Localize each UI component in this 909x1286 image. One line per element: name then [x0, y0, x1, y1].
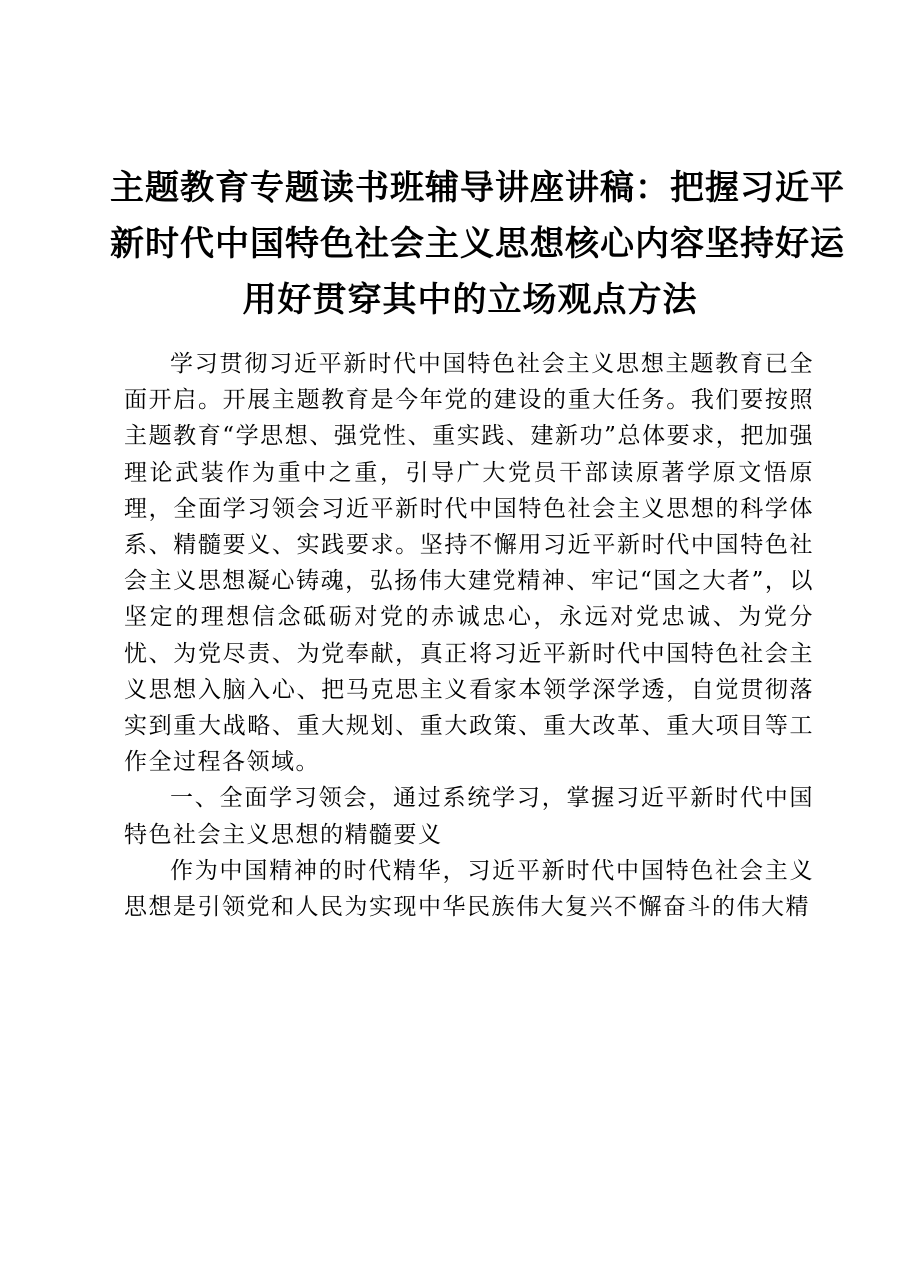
document-body — [124, 346, 814, 925]
title-line-3: 用好贯穿其中的立场观点方法 — [242, 280, 698, 320]
title-line-1: 主题教育专题读书班辅导讲座讲稿：把握习近平 — [110, 168, 845, 208]
paragraph-section-1: 作为中国精神的时代精华，习近平新时代中国特色社会主义思想是引领党和人民为实现中华民族伟大复兴不懈奋斗的伟大精 — [124, 857, 814, 921]
paragraph-intro: 学习贯彻习近平新时代中国特色社会主义思想主题教育已全面开启。开展主题教育是今年党的建设的重大任务。我们要按照主题教育“学思想、强党性、重实践、建新功”总体要求，把加强理论武装作为重中之重，引导广大党员干部读原著学原文悟原理，全面学习领会习近平新时代中国特色社会主义思想的科学体系、精髓要义、实践要求。坚持不懈用习近平新时代中国特色社会主义思想凝心铸魂，弘扬伟大建党精神、牢记“国之大者”，以坚定的理想信念砥砺对党的赤诚忠心，永远对党忠诚、为党分忧、为党尽责、为党奉献，真正将习近平新时代中国特色社会主义思想入脑入心、把马克思主义看家本领学深学透，自觉贯彻落实到重大战略、重大规划、重大政策、重大改革、重大项目等工作全过程各领域。 — [124, 351, 814, 776]
title-line-2: 新时代中国特色社会主义思想核心内容坚持好运 — [110, 224, 845, 264]
section-heading-1: 一、全面学习领会，通过系统学习，掌握习近平新时代中国特色社会主义思想的精髓要义 — [124, 785, 814, 848]
document-title — [110, 160, 845, 328]
